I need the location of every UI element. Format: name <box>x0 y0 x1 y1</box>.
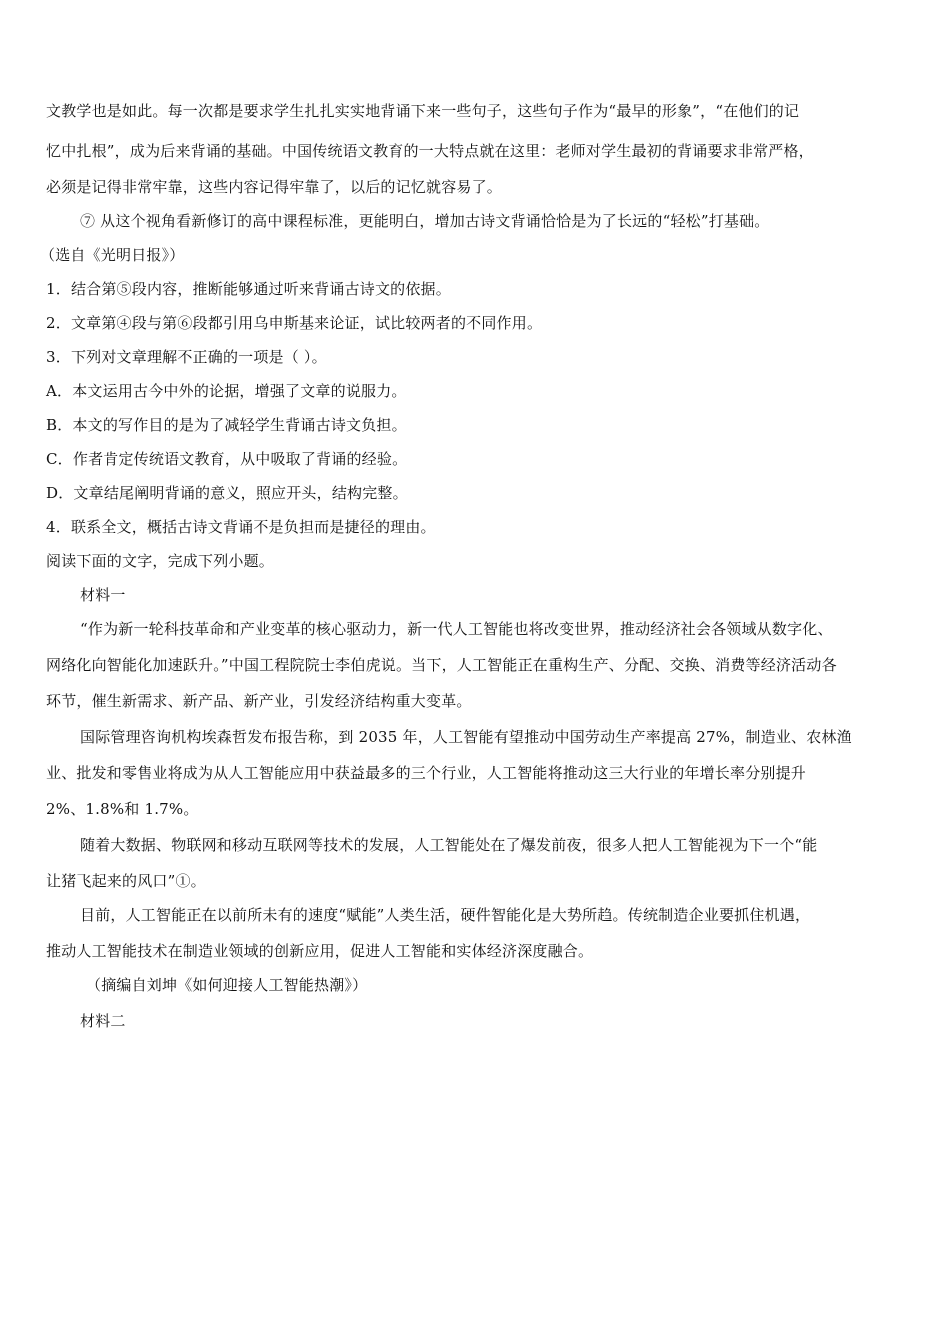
intro-line: 阅读下面的文字，完成下列小题。 <box>46 552 275 570</box>
text-line: ⑦ 从这个视角看新修订的高中课程标准，更能明白，增加古诗文背诵恰恰是为了长远的“轻松”打基础。 <box>80 212 770 230</box>
text-line: “作为新一轮科技革命和产业变革的核心驱动力，新一代人工智能也将改变世界，推动经济社会各领域从数字化、 <box>80 620 833 638</box>
text-line: 国际管理咨询机构埃森哲发布报告称，到 2035 年，人工智能有望推动中国劳动生产率提高 27%，制造业、农林渔 <box>80 728 852 746</box>
option-item: C．作者肯定传统语文教育，从中吸取了背诵的经验。 <box>46 450 408 468</box>
text-line: 文教学也是如此。每一次都是要求学生扎扎实实地背诵下来一些句子，这些句子作为“最早的形象”，“在他们的记 <box>46 102 800 120</box>
text-line: 业、批发和零售业将成为从人工智能应用中获益最多的三个行业，人工智能将推动这三大行业的年增长率分别提升 <box>46 764 807 782</box>
source-line: （摘编自刘坤《如何迎接人工智能热潮》） <box>86 976 368 994</box>
text-line: 网络化向智能化加速跃升。”中国工程院院士李伯虎说。当下，人工智能正在重构生产、分配、交换、消费等经济活动各 <box>46 656 837 674</box>
question-item: 3．下列对文章理解不正确的一项是（ ）。 <box>46 348 327 366</box>
text-line: 推动人工智能技术在制造业领域的创新应用，促进人工智能和实体经济深度融合。 <box>46 942 594 960</box>
text-line: 2%、1.8%和 1.7%。 <box>46 800 199 818</box>
section-title: 材料二 <box>80 1012 126 1030</box>
text-line: 环节，催生新需求、新产品、新产业，引发经济结构重大变革。 <box>46 692 472 710</box>
text-line: 忆中扎根”，成为后来背诵的基础。中国传统语文教育的一大特点就在这里：老师对学生最初的背诵要求非常严格， <box>46 142 814 160</box>
question-item: 1．结合第⑤段内容，推断能够通过听来背诵古诗文的依据。 <box>46 280 451 298</box>
option-item: D．文章结尾阐明背诵的意义，照应开头，结构完整。 <box>46 484 408 502</box>
text-line: 让猪飞起来的风口”①。 <box>46 872 206 890</box>
question-item: 2．文章第④段与第⑥段都引用乌申斯基来论证，试比较两者的不同作用。 <box>46 314 543 332</box>
option-item: A．本文运用古今中外的论据，增强了文章的说服力。 <box>46 382 407 400</box>
source-line: （选自《光明日报》） <box>40 246 185 264</box>
section-title: 材料一 <box>80 586 126 604</box>
question-item: 4．联系全文，概括古诗文背诵不是负担而是捷径的理由。 <box>46 518 436 536</box>
text-line: 目前，人工智能正在以前所未有的速度“赋能”人类生活，硬件智能化是大势所趋。传统制造企业要抓住机遇， <box>80 906 811 924</box>
option-item: B．本文的写作目的是为了减轻学生背诵古诗文负担。 <box>46 416 407 434</box>
text-line: 随着大数据、物联网和移动互联网等技术的发展，人工智能处在了爆发前夜，很多人把人工智能视为下一个“能 <box>80 836 818 854</box>
text-line: 必须是记得非常牢靠，这些内容记得牢靠了，以后的记忆就容易了。 <box>46 178 503 196</box>
